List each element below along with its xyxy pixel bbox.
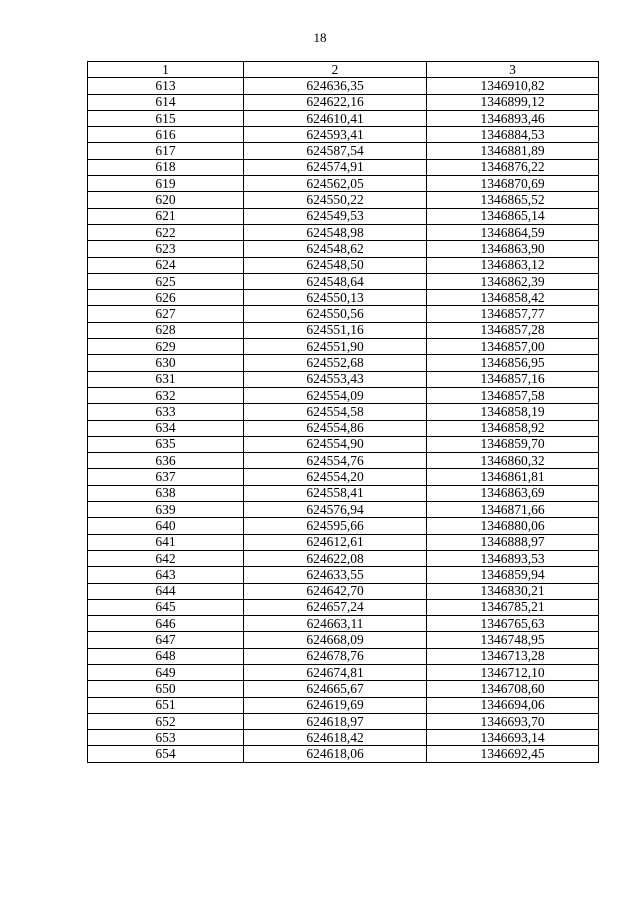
table-cell: 1346876,22 [427, 159, 599, 175]
table-cell: 624610,41 [244, 110, 427, 126]
column-header: 2 [244, 62, 427, 78]
table-cell: 624657,24 [244, 599, 427, 615]
table-cell: 624576,94 [244, 502, 427, 518]
table-row [88, 371, 599, 387]
table-cell: 615 [88, 110, 244, 126]
table-cell: 644 [88, 583, 244, 599]
table-cell: 630 [88, 355, 244, 371]
table-cell: 624553,43 [244, 371, 427, 387]
table-cell: 646 [88, 616, 244, 632]
table-row [88, 355, 599, 371]
table-cell: 619 [88, 176, 244, 192]
table-row [88, 322, 599, 338]
table-row [88, 143, 599, 159]
table-row [88, 746, 599, 762]
table-cell: 654 [88, 746, 244, 762]
table-row [88, 257, 599, 273]
table-cell: 1346865,52 [427, 192, 599, 208]
table-cell: 1346857,58 [427, 387, 599, 403]
table-cell: 1346765,63 [427, 616, 599, 632]
table-cell: 1346694,06 [427, 697, 599, 713]
table-row [88, 616, 599, 632]
table-cell: 624 [88, 257, 244, 273]
table-cell: 1346863,90 [427, 241, 599, 257]
table-cell: 1346712,10 [427, 664, 599, 680]
table-row [88, 306, 599, 322]
coordinates-table [87, 61, 599, 763]
table-cell: 1346748,95 [427, 632, 599, 648]
table-row [88, 550, 599, 566]
table-row [88, 387, 599, 403]
table-cell: 632 [88, 387, 244, 403]
table-cell: 624618,42 [244, 730, 427, 746]
table-cell: 622 [88, 224, 244, 240]
table-row [88, 681, 599, 697]
table-cell: 624554,09 [244, 387, 427, 403]
table-cell: 643 [88, 567, 244, 583]
table-cell: 1346862,39 [427, 273, 599, 289]
table-cell: 624622,16 [244, 94, 427, 110]
table-cell: 1346880,06 [427, 518, 599, 534]
table-cell: 625 [88, 273, 244, 289]
table-cell: 639 [88, 502, 244, 518]
table-row [88, 436, 599, 452]
table-cell: 624619,69 [244, 697, 427, 713]
table-cell: 1346693,70 [427, 713, 599, 729]
table-cell: 624612,61 [244, 534, 427, 550]
table-cell: 624595,66 [244, 518, 427, 534]
table-row [88, 208, 599, 224]
table-cell: 1346859,70 [427, 436, 599, 452]
table-cell: 1346858,42 [427, 290, 599, 306]
table-cell: 641 [88, 534, 244, 550]
table-cell: 635 [88, 436, 244, 452]
table-row [88, 339, 599, 355]
table-cell: 648 [88, 648, 244, 664]
table-cell: 628 [88, 322, 244, 338]
table-cell: 1346870,69 [427, 176, 599, 192]
table-row [88, 502, 599, 518]
table-cell: 1346713,28 [427, 648, 599, 664]
table-cell: 624548,50 [244, 257, 427, 273]
table-cell: 626 [88, 290, 244, 306]
table-cell: 1346888,97 [427, 534, 599, 550]
table-row [88, 567, 599, 583]
table-cell: 624551,16 [244, 322, 427, 338]
table-cell: 624548,64 [244, 273, 427, 289]
table-row [88, 273, 599, 289]
table-cell: 624668,09 [244, 632, 427, 648]
table-row [88, 224, 599, 240]
table-cell: 627 [88, 306, 244, 322]
table-cell: 620 [88, 192, 244, 208]
table-cell: 651 [88, 697, 244, 713]
table-cell: 633 [88, 404, 244, 420]
table-cell: 624593,41 [244, 127, 427, 143]
table-cell: 1346857,77 [427, 306, 599, 322]
table-row [88, 697, 599, 713]
table-cell: 1346884,53 [427, 127, 599, 143]
column-header: 3 [427, 62, 599, 78]
table-row [88, 94, 599, 110]
table-cell: 652 [88, 713, 244, 729]
table-row [88, 534, 599, 550]
table-row [88, 404, 599, 420]
table-cell: 1346871,66 [427, 502, 599, 518]
table-cell: 645 [88, 599, 244, 615]
table-cell: 636 [88, 453, 244, 469]
table-cell: 649 [88, 664, 244, 680]
table-cell: 638 [88, 485, 244, 501]
table-cell: 1346881,89 [427, 143, 599, 159]
table-cell: 613 [88, 78, 244, 94]
table-cell: 1346785,21 [427, 599, 599, 615]
table-row [88, 192, 599, 208]
table-cell: 624618,97 [244, 713, 427, 729]
table-cell: 624552,68 [244, 355, 427, 371]
table-cell: 624548,98 [244, 224, 427, 240]
table-cell: 637 [88, 469, 244, 485]
table-row [88, 159, 599, 175]
table-cell: 624665,67 [244, 681, 427, 697]
table-cell: 1346863,12 [427, 257, 599, 273]
table-cell: 647 [88, 632, 244, 648]
table-cell: 624551,90 [244, 339, 427, 355]
table-row [88, 420, 599, 436]
table-cell: 624554,76 [244, 453, 427, 469]
column-header: 1 [88, 62, 244, 78]
table-cell: 1346858,92 [427, 420, 599, 436]
table-cell: 617 [88, 143, 244, 159]
table-cell: 624636,35 [244, 78, 427, 94]
table-cell: 624574,91 [244, 159, 427, 175]
table-cell: 1346910,82 [427, 78, 599, 94]
table-row [88, 713, 599, 729]
table-cell: 624622,08 [244, 550, 427, 566]
table-cell: 1346857,16 [427, 371, 599, 387]
table-cell: 634 [88, 420, 244, 436]
table-row [88, 583, 599, 599]
table-row [88, 110, 599, 126]
table-cell: 1346708,60 [427, 681, 599, 697]
table-row [88, 453, 599, 469]
table-cell: 624562,05 [244, 176, 427, 192]
table-row [88, 176, 599, 192]
header-row [88, 62, 599, 78]
table-row [88, 648, 599, 664]
table-cell: 624618,06 [244, 746, 427, 762]
table-cell: 642 [88, 550, 244, 566]
table-cell: 1346830,21 [427, 583, 599, 599]
page-number: 18 [313, 30, 327, 45]
table-cell: 623 [88, 241, 244, 257]
table-cell: 631 [88, 371, 244, 387]
table-body [88, 78, 599, 762]
table-cell: 624554,86 [244, 420, 427, 436]
table-cell: 616 [88, 127, 244, 143]
table-row [88, 518, 599, 534]
table-cell: 624633,55 [244, 567, 427, 583]
table-cell: 653 [88, 730, 244, 746]
table-cell: 624554,90 [244, 436, 427, 452]
table-row [88, 127, 599, 143]
table-cell: 640 [88, 518, 244, 534]
table-cell: 650 [88, 681, 244, 697]
table-cell: 1346860,32 [427, 453, 599, 469]
table-cell: 1346693,14 [427, 730, 599, 746]
table-cell: 624663,11 [244, 616, 427, 632]
table-cell: 624554,20 [244, 469, 427, 485]
table-row [88, 290, 599, 306]
table-row [88, 599, 599, 615]
table-cell: 1346893,46 [427, 110, 599, 126]
table-cell: 614 [88, 94, 244, 110]
table-cell: 1346859,94 [427, 567, 599, 583]
table-cell: 624558,41 [244, 485, 427, 501]
table-cell: 1346857,28 [427, 322, 599, 338]
table-row [88, 730, 599, 746]
table-cell: 624548,62 [244, 241, 427, 257]
table-cell: 618 [88, 159, 244, 175]
table-cell: 624674,81 [244, 664, 427, 680]
table-header [88, 62, 599, 78]
table-row [88, 78, 599, 94]
table-cell: 1346899,12 [427, 94, 599, 110]
table-cell: 624550,56 [244, 306, 427, 322]
table-row [88, 469, 599, 485]
table-cell: 1346856,95 [427, 355, 599, 371]
table-cell: 1346863,69 [427, 485, 599, 501]
table-row [88, 632, 599, 648]
table-cell: 629 [88, 339, 244, 355]
table-cell: 624550,13 [244, 290, 427, 306]
table-cell: 1346861,81 [427, 469, 599, 485]
table-row [88, 485, 599, 501]
table-cell: 624587,54 [244, 143, 427, 159]
table-cell: 1346864,59 [427, 224, 599, 240]
table-cell: 624642,70 [244, 583, 427, 599]
table-row [88, 241, 599, 257]
table-cell: 624550,22 [244, 192, 427, 208]
table-cell: 1346857,00 [427, 339, 599, 355]
table-cell: 624554,58 [244, 404, 427, 420]
table-cell: 624549,53 [244, 208, 427, 224]
table-row [88, 664, 599, 680]
table-cell: 621 [88, 208, 244, 224]
table-cell: 624678,76 [244, 648, 427, 664]
table-cell: 1346858,19 [427, 404, 599, 420]
table-cell: 1346692,45 [427, 746, 599, 762]
table-cell: 1346865,14 [427, 208, 599, 224]
table-cell: 1346893,53 [427, 550, 599, 566]
